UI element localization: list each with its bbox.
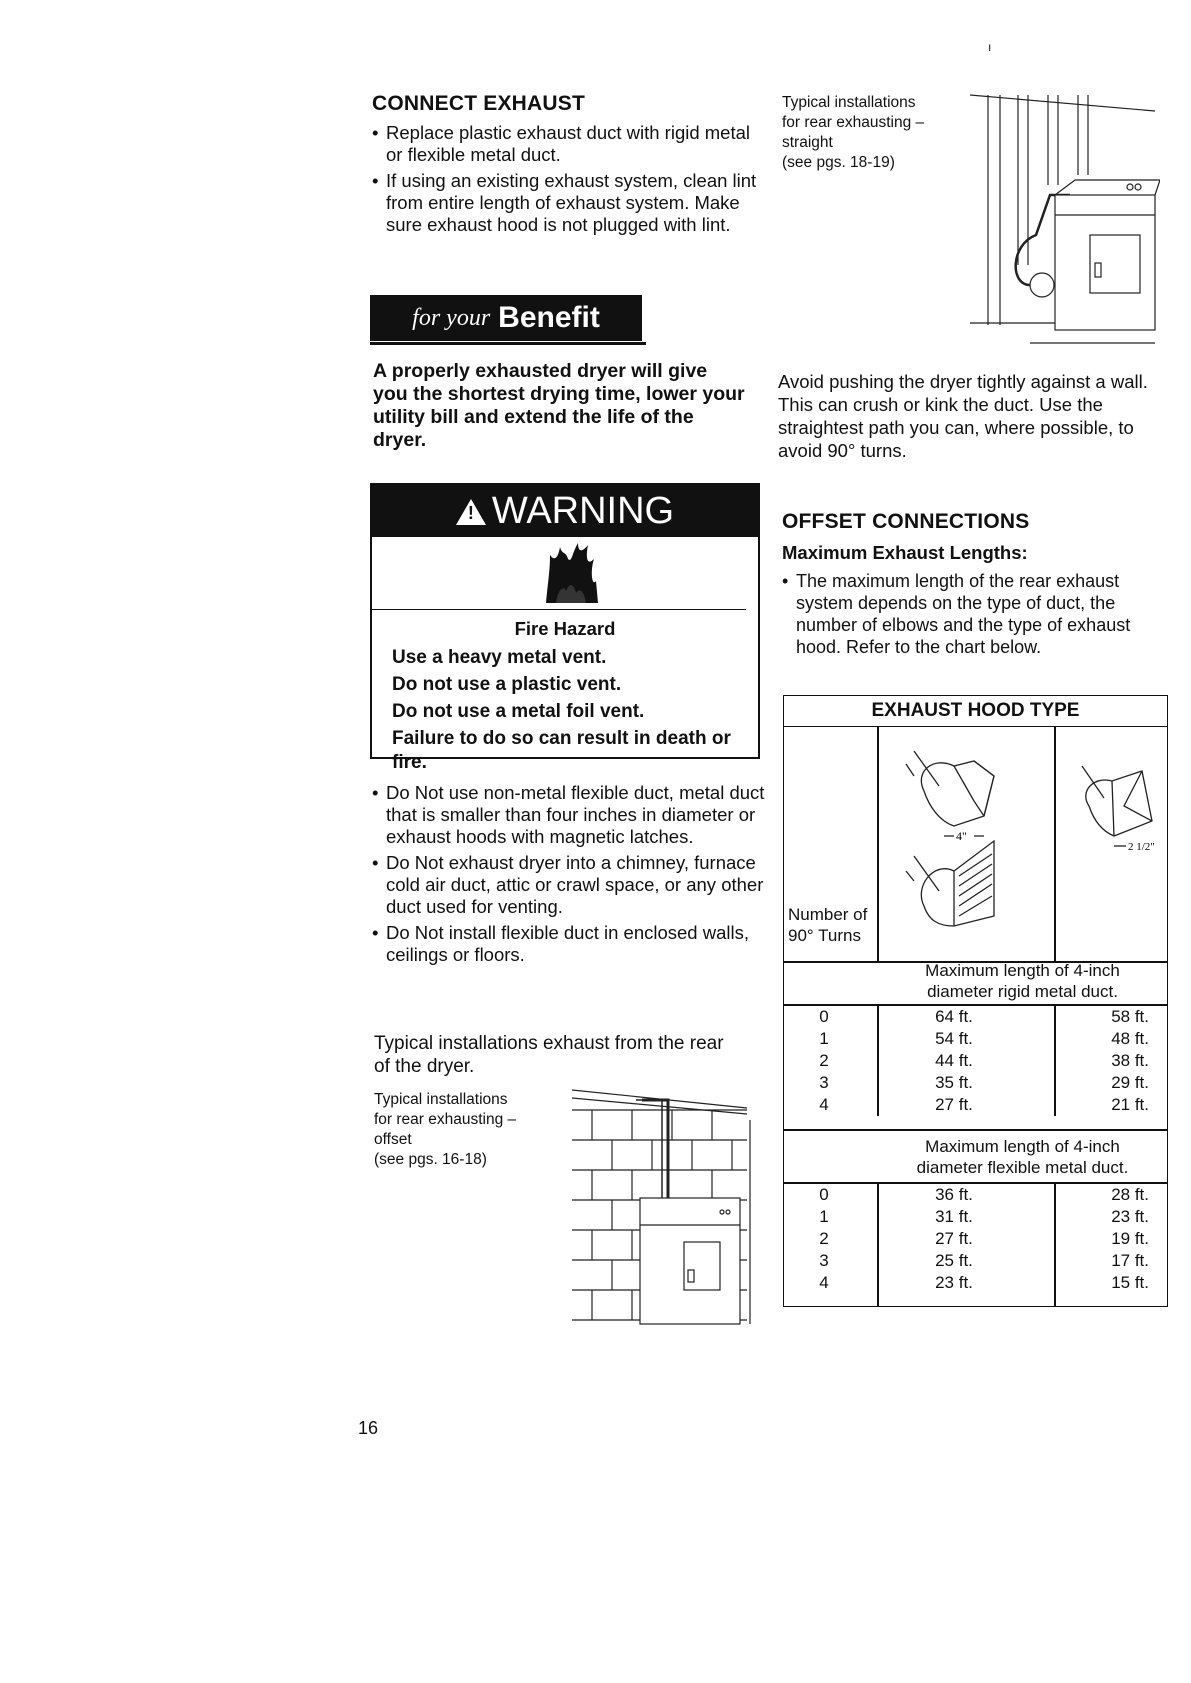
benefit-banner — [370, 295, 642, 341]
table-cell: 2 — [819, 1051, 829, 1070]
rigid-caption — [878, 960, 1167, 1002]
flap-hood-icon — [1064, 736, 1164, 876]
divider — [877, 1184, 879, 1307]
table-cell: 0 — [819, 1007, 829, 1026]
caption-line: Maximum length of 4-inch — [925, 961, 1120, 980]
straight-caption — [782, 93, 972, 173]
table-cell: 17 ft. — [1111, 1251, 1149, 1270]
table-cell: 31 ft. — [935, 1207, 973, 1226]
turns-label-line: Number of — [788, 905, 868, 924]
warning-line: Do not use a metal foil vent. — [392, 701, 645, 722]
list-item: • If using an existing exhaust system, clean lint from entire length of exhaust system. Make sure exhaust hood is not plugged with lint. — [372, 170, 762, 236]
warning-line: Use a heavy metal vent. — [392, 647, 607, 668]
list-item: • Replace plastic exhaust duct with rigid metal or flexible metal duct. — [372, 122, 762, 166]
caption-line: (see pgs. 18-19) — [782, 154, 895, 171]
exhaust-length-table — [783, 695, 1168, 1307]
connect-exhaust-section — [372, 92, 762, 240]
divider — [1054, 1184, 1056, 1307]
caption-line: (see pgs. 16-18) — [374, 1151, 487, 1168]
straight-installation-illustration — [970, 85, 1160, 355]
connect-exhaust-list — [372, 122, 762, 236]
table-cell: 0 — [819, 1185, 829, 1204]
table-cell: 64 ft. — [935, 1007, 973, 1026]
page-number: 16 — [358, 1418, 379, 1438]
warning-box — [370, 483, 760, 773]
scan-mark: ı — [988, 40, 992, 54]
divider — [1054, 726, 1056, 961]
table-cell: 29 ft. — [1111, 1073, 1149, 1092]
max-exhaust-lengths-subtitle: Maximum Exhaust Lengths: — [782, 542, 1028, 563]
caption-line: for rear exhausting – — [374, 1111, 517, 1128]
caption-line: Typical installations — [782, 94, 916, 111]
warning-line: Failure to do so can result in death or fire. — [392, 728, 731, 773]
flex-caption — [878, 1136, 1167, 1178]
list-item: • Do Not use non-metal flexible duct, metal duct that is smaller than four inches in diameter or exhaust hoods with magnetic latches. — [372, 782, 772, 848]
hood-dimension-label: 2 1/2" — [1128, 841, 1155, 853]
caption-line: offset — [374, 1131, 412, 1148]
table-cell: 2 — [819, 1229, 829, 1248]
turns-label-line: 90° Turns — [788, 926, 861, 945]
table-cell: 15 ft. — [1111, 1273, 1149, 1292]
table-cell: 48 ft. — [1111, 1029, 1149, 1048]
caption-line: diameter flexible metal duct. — [916, 1158, 1129, 1177]
avoid-pushing-text: Avoid pushing the dryer tightly against a wall. This can crush or kink the duct. Use the straightest path you can, where possible, to avoid 90° turns. — [778, 371, 1148, 461]
caption-line: straight — [782, 134, 833, 151]
table-cell: 54 ft. — [935, 1029, 973, 1048]
offset-connections-section — [782, 510, 1172, 658]
caption-line: diameter rigid metal duct. — [927, 982, 1118, 1001]
table-cell: 23 ft. — [1111, 1207, 1149, 1226]
table-cell: 1 — [819, 1029, 829, 1048]
louvered-hood-icon — [894, 736, 1044, 956]
offset-installation-illustration — [572, 1080, 752, 1330]
benefit-for-text: for your — [412, 304, 491, 331]
offset-list — [782, 570, 1172, 658]
table-cell: 27 ft. — [935, 1229, 973, 1248]
list-item: • Do Not install flexible duct in enclosed walls, ceilings or floors. — [372, 922, 772, 966]
do-not-list — [372, 782, 772, 970]
turns-label — [788, 904, 867, 946]
table-cell: 25 ft. — [935, 1251, 973, 1270]
fire-hazard-label: Fire Hazard — [514, 618, 616, 639]
offset-caption — [374, 1090, 554, 1170]
list-item: • The maximum length of the rear exhaust system depends on the type of duct, the number of elbows and the type of exhaust hood. Refer to the chart below. — [782, 570, 1172, 658]
benefit-text: A properly exhausted dryer will give you the shortest drying time, lower your utility bill and extend the life of the dryer. — [373, 360, 745, 451]
table-cell: 44 ft. — [935, 1051, 973, 1070]
caption-line: for rear exhausting – — [782, 114, 925, 131]
offset-connections-title: OFFSET CONNECTIONS — [782, 510, 1030, 533]
divider — [1054, 1006, 1056, 1116]
table-cell: 58 ft. — [1111, 1007, 1149, 1026]
divider — [784, 1129, 1167, 1131]
warning-title: WARNING — [491, 490, 675, 532]
table-cell: 27 ft. — [935, 1095, 973, 1114]
fire-icon — [372, 537, 746, 610]
table-cell: 4 — [819, 1273, 829, 1292]
list-item: • Do Not exhaust dryer into a chimney, furnace cold air duct, attic or crawl space, or any other duct used for venting. — [372, 852, 772, 918]
hood-dimension-label: 4" — [956, 829, 967, 843]
table-cell: 3 — [819, 1251, 829, 1270]
table-cell: 35 ft. — [935, 1073, 973, 1092]
warning-header — [372, 485, 758, 537]
connect-exhaust-title: CONNECT EXHAUST — [372, 92, 586, 115]
table-cell: 4 — [819, 1095, 829, 1114]
divider — [877, 1006, 879, 1116]
table-title: EXHAUST HOOD TYPE — [784, 696, 1167, 727]
caption-line: Typical installations — [374, 1091, 508, 1108]
caption-line: Maximum length of 4-inch — [925, 1137, 1120, 1156]
divider — [877, 726, 879, 961]
benefit-word: Benefit — [498, 301, 600, 334]
table-cell: 1 — [819, 1207, 829, 1226]
table-cell: 3 — [819, 1073, 829, 1092]
table-cell: 19 ft. — [1111, 1229, 1149, 1248]
table-cell: 38 ft. — [1111, 1051, 1149, 1070]
warning-triangle-icon — [456, 499, 486, 525]
table-cell: 21 ft. — [1111, 1095, 1149, 1114]
table-cell: 28 ft. — [1111, 1185, 1149, 1204]
divider — [370, 342, 646, 345]
table-cell: 23 ft. — [935, 1273, 973, 1292]
typical-installations-text: Typical installations exhaust from the rear of the dryer. — [374, 1033, 724, 1077]
warning-line: Do not use a plastic vent. — [392, 674, 622, 695]
table-cell: 36 ft. — [935, 1185, 973, 1204]
